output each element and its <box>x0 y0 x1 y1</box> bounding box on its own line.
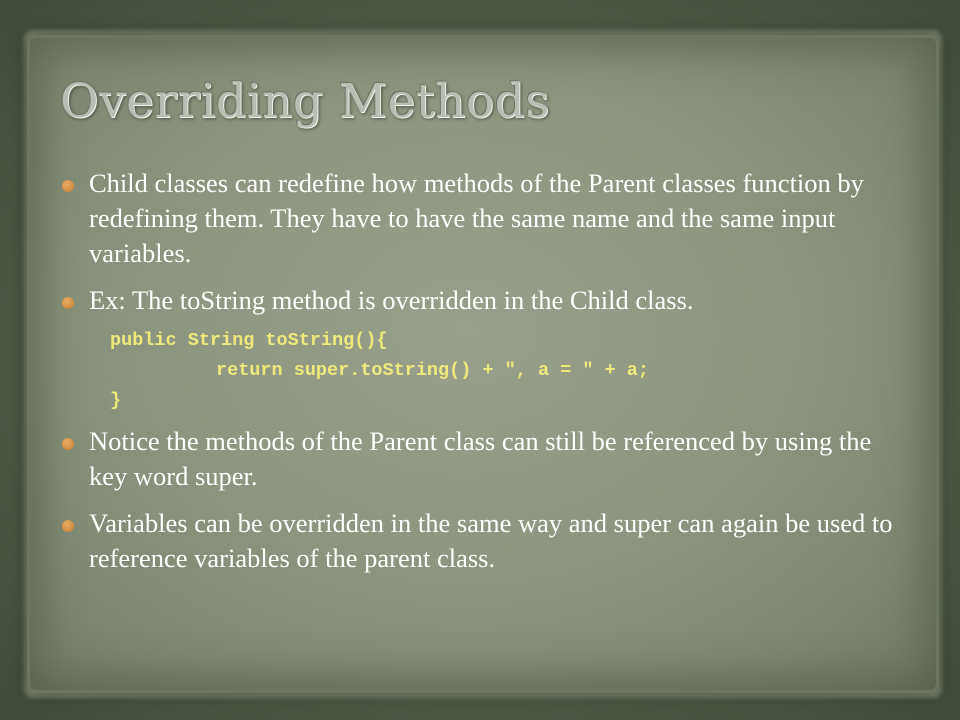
bullet-dot-icon <box>62 438 74 450</box>
slide-body <box>58 166 908 588</box>
bullet-item <box>58 424 908 494</box>
bullet-text: Ex: The toString method is overridden in the Child class. <box>89 285 694 315</box>
bullet-text: Variables can be overridden in the same way and super can again be used to reference variables of the parent class. <box>89 508 893 573</box>
slide-title: Overriding Methods <box>60 74 550 129</box>
code-line: } <box>110 390 122 411</box>
bullet-text: Child classes can redefine how methods of the Parent classes function by redefining them. They have to have the same name and the same input variables. <box>89 168 864 268</box>
bullet-text: Notice the methods of the Parent class can still be referenced by using the key word super. <box>89 426 872 491</box>
bullet-dot-icon <box>62 180 74 192</box>
bullet-dot-icon <box>62 520 74 532</box>
code-block <box>58 326 908 416</box>
bullet-item <box>58 283 908 318</box>
code-line: return super.toString() + ", a = " + a; <box>216 360 649 381</box>
code-line: public String toString(){ <box>110 330 388 351</box>
bullet-dot-icon <box>62 297 74 309</box>
bullet-item <box>58 166 908 271</box>
bullet-item <box>58 506 908 576</box>
